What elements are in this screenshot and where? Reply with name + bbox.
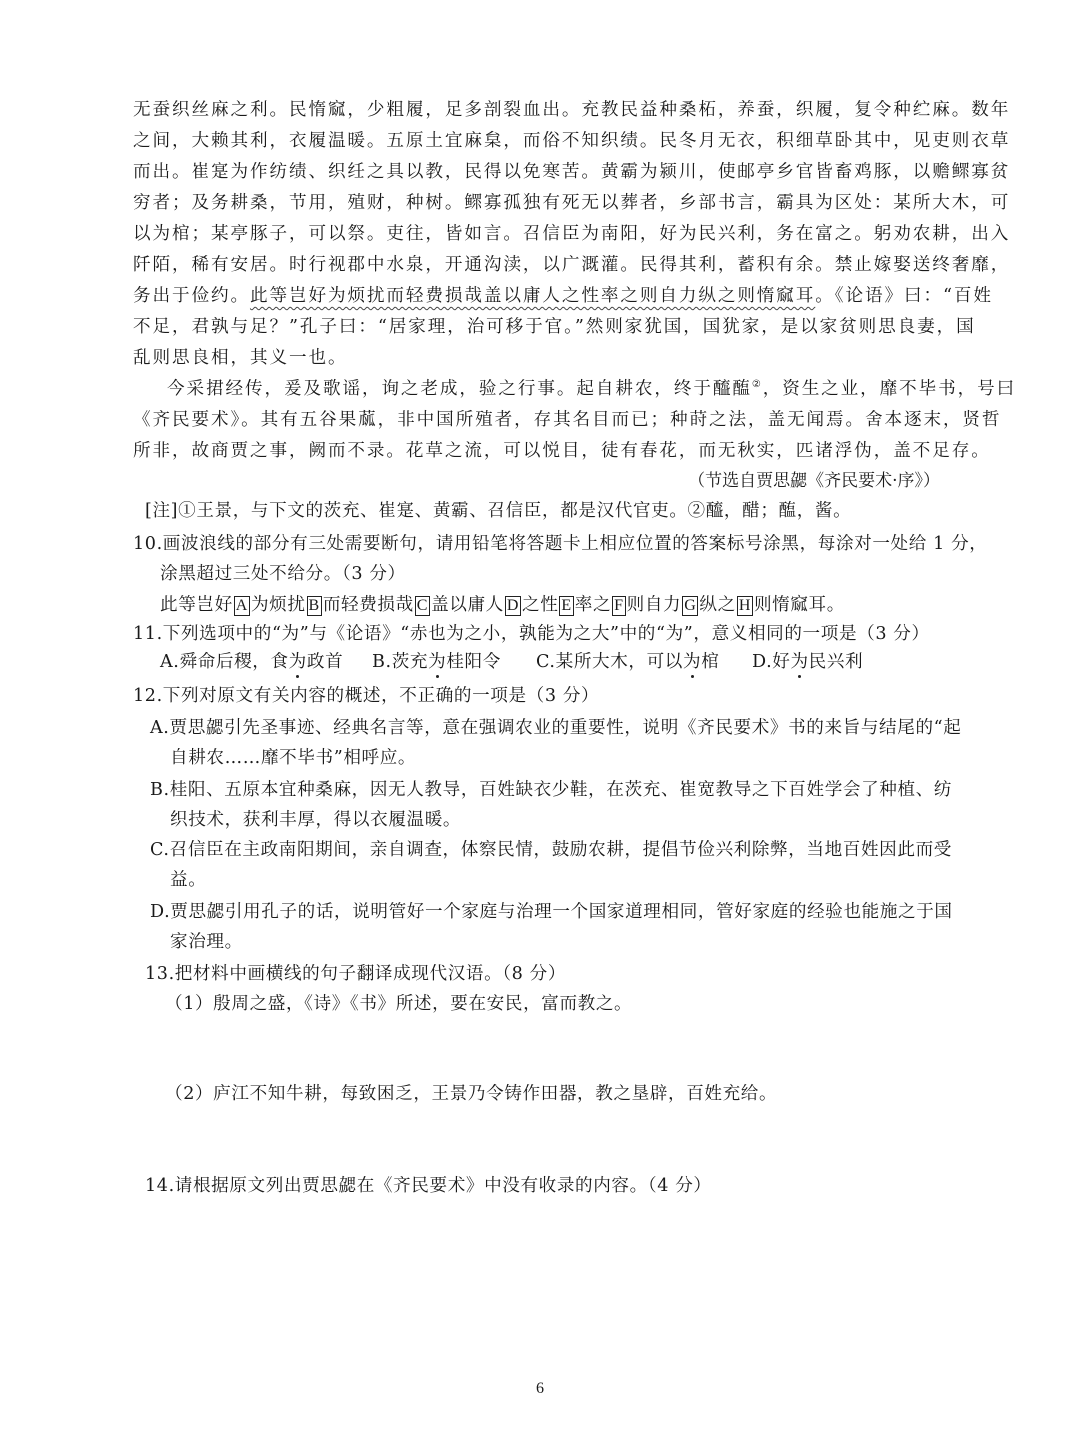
sentence-segment: 则惰窳耳。: [753, 595, 845, 615]
answer-box-a[interactable]: A: [235, 597, 248, 614]
question-stem: 14.请根据原文列出贾思勰在《齐民要术》中没有收录的内容。（4 分）: [145, 1176, 712, 1196]
option-text: C.某所大木，可以: [536, 652, 683, 672]
option-b-cont: 织技术，获利丰厚，得以衣履温暖。: [170, 810, 462, 830]
passage-line: 乱则思良相，其义一也。: [133, 348, 348, 368]
passage-line: 穷者；及务耕桑，节用，殖财，种树。鳏寡孤独有死无以葬者，乡部书言，霸具为区处：某所大木，可: [133, 193, 1011, 213]
option-c[interactable]: C.召信臣在主政南阳期间，亲自调查，体察民情，鼓励农耕，提倡节俭兴利除弊，当地百姓因此而受: [150, 840, 952, 860]
passage-line: [167, 375, 1017, 400]
question-stem: 10.画波浪线的部分有三处需要断句，请用铅笔将答题卡上相应位置的答案标号涂黑，每涂对一处给 1 分，: [133, 534, 988, 554]
option-a-cont: 自耕农……靡不毕书”相呼应。: [170, 748, 417, 768]
sentence-segment: 率之: [574, 595, 612, 615]
option-b[interactable]: B.桂阳、五原本宜种桑麻，因无人教导，百姓缺衣少鞋，在茨充、崔宽教导之下百姓学会了种植、纺: [150, 780, 953, 800]
sentence-segment: 而轻费损哉: [322, 595, 414, 615]
passage-line: 之间，大赖其利，衣履温暖。五原土宜麻枲，而俗不知织绩。民冬月无衣，积细草卧其中，见吏则衣草: [133, 131, 1011, 151]
passage-line: 不足，君孰与足？”孔子曰：“居家理，治可移于官。”然则家犹国，国犹家，是以家贫则思良妻，国: [133, 317, 976, 337]
translation-sentence-2: （2）庐江不知牛耕，每致困乏，王景乃令铸作田器，教之垦辟，百姓充给。: [165, 1084, 778, 1104]
answer-box-d[interactable]: D: [506, 597, 520, 614]
passage-text: 务出于俭约。: [133, 286, 250, 306]
footnote-marker: ②: [751, 379, 763, 391]
question-stem: 11.下列选项中的“为”与《论语》“赤也为之小，孰能为之大”中的“为”，意义相同的一项是（3 分）: [133, 624, 930, 644]
page-number: 6: [536, 1380, 544, 1397]
answer-box-b[interactable]: B: [308, 597, 320, 614]
punctuation-sentence: [160, 591, 975, 616]
passage-line: 而出。崔寔为作纺绩、织纴之具以教，民得以免寒苦。黄霸为颍川，使邮亭乡官皆畜鸡豚，以赡鳏寡贫: [133, 162, 1011, 182]
emphasized-char: 为: [288, 652, 307, 672]
sentence-segment: 为烦扰: [250, 595, 306, 615]
answer-box-c[interactable]: C: [416, 597, 429, 614]
option-c-cont: 益。: [170, 870, 207, 890]
sentence-segment: 则自力: [626, 595, 682, 615]
passage-line-with-wavy: [133, 282, 993, 307]
passage-text: 今采捃经传，爰及歌谣，询之老成，验之行事。起自耕农，终于醯醢: [167, 379, 752, 399]
question-stem: 13.把材料中画横线的句子翻译成现代汉语。（8 分）: [145, 964, 567, 984]
option-d[interactable]: [752, 648, 932, 673]
passage-source: （节选自贾思勰《齐民要术·序》）: [688, 471, 940, 491]
annotation-note: [注]①王景，与下文的茨充、崔寔、黄霸、召信臣，都是汉代官吏。②醯，醋；醢，酱。: [145, 501, 852, 521]
passage-text: 。《论语》曰：“百姓: [815, 286, 993, 306]
option-d-cont: 家治理。: [170, 932, 243, 952]
sentence-segment: 盖以庸人: [431, 595, 504, 615]
passage-text: ，资生之业，靡不毕书，号曰: [762, 379, 1017, 399]
question-stem: 涂黑超过三处不给分。（3 分）: [160, 564, 406, 584]
option-text: D.好: [752, 652, 791, 672]
translation-sentence-1: （1）殷周之盛，《诗》《书》所述，要在安民，富而教之。: [165, 994, 633, 1014]
option-text: A.舜命后稷，食: [160, 652, 289, 672]
sentence-segment: 纵之: [699, 595, 736, 615]
option-text: 政首: [306, 652, 344, 672]
option-d[interactable]: D.贾思勰引用孔子的话，说明管好一个家庭与治理一个国家道理相同，管好家庭的经验也能施之于国: [150, 902, 953, 922]
passage-line: 以为棺；某亭豚子，可以祭。吏往，皆如言。召信臣为南阳，好为民兴利，务在富之。躬劝农耕，出入: [133, 224, 1011, 244]
sentence-segment: 之性: [522, 595, 559, 615]
answer-box-e[interactable]: E: [561, 597, 572, 614]
passage-line: 阡陌，稀有安居。时行视郡中水泉，开通沟渎，以广溉灌。民得其利，蓄积有余。禁止嫁娶送终奢靡，: [133, 255, 1011, 275]
option-text: 桂阳令: [446, 652, 501, 672]
option-a[interactable]: A.贾思勰引先圣事迹、经典名言等，意在强调农业的重要性，说明《齐民要术》书的来旨与结尾的“起: [150, 718, 962, 738]
passage-line: 无蚕织丝麻之利。民惰窳，少粗履，足多剖裂血出。充教民益种桑柘，养蚕，织履，复令种纻麻。数年: [133, 100, 1011, 120]
emphasized-char: 为: [428, 652, 447, 672]
emphasized-char: 为: [682, 652, 702, 672]
option-b[interactable]: [372, 648, 552, 673]
answer-box-h[interactable]: H: [738, 597, 751, 614]
wavy-underlined-sentence: 此等岂好为烦扰而轻费损哉盖以庸人之性率之则自力纵之则惰窳耳: [249, 286, 816, 306]
answer-box-g[interactable]: G: [684, 597, 697, 614]
option-text: B.茨充: [372, 652, 429, 672]
option-text: 棺: [701, 652, 720, 672]
passage-line: 所非，故商贾之事，阙而不录。花草之流，可以悦目，徒有春花，而无秋实，匹诸浮伪，盖不足存。: [133, 441, 991, 461]
option-text: 民兴利: [808, 652, 864, 672]
answer-box-f[interactable]: F: [614, 597, 624, 614]
question-stem: 12.下列对原文有关内容的概述，不正确的一项是（3 分）: [133, 686, 600, 706]
option-c[interactable]: [536, 648, 756, 673]
sentence-segment: 此等岂好: [160, 595, 233, 615]
emphasized-char: 为: [790, 652, 809, 672]
passage-line: 《齐民要术》。其有五谷果蓏，非中国所殖者，存其名目而已；种莳之法，盖无闻焉。舍本逐末，贤哲: [133, 410, 1002, 430]
